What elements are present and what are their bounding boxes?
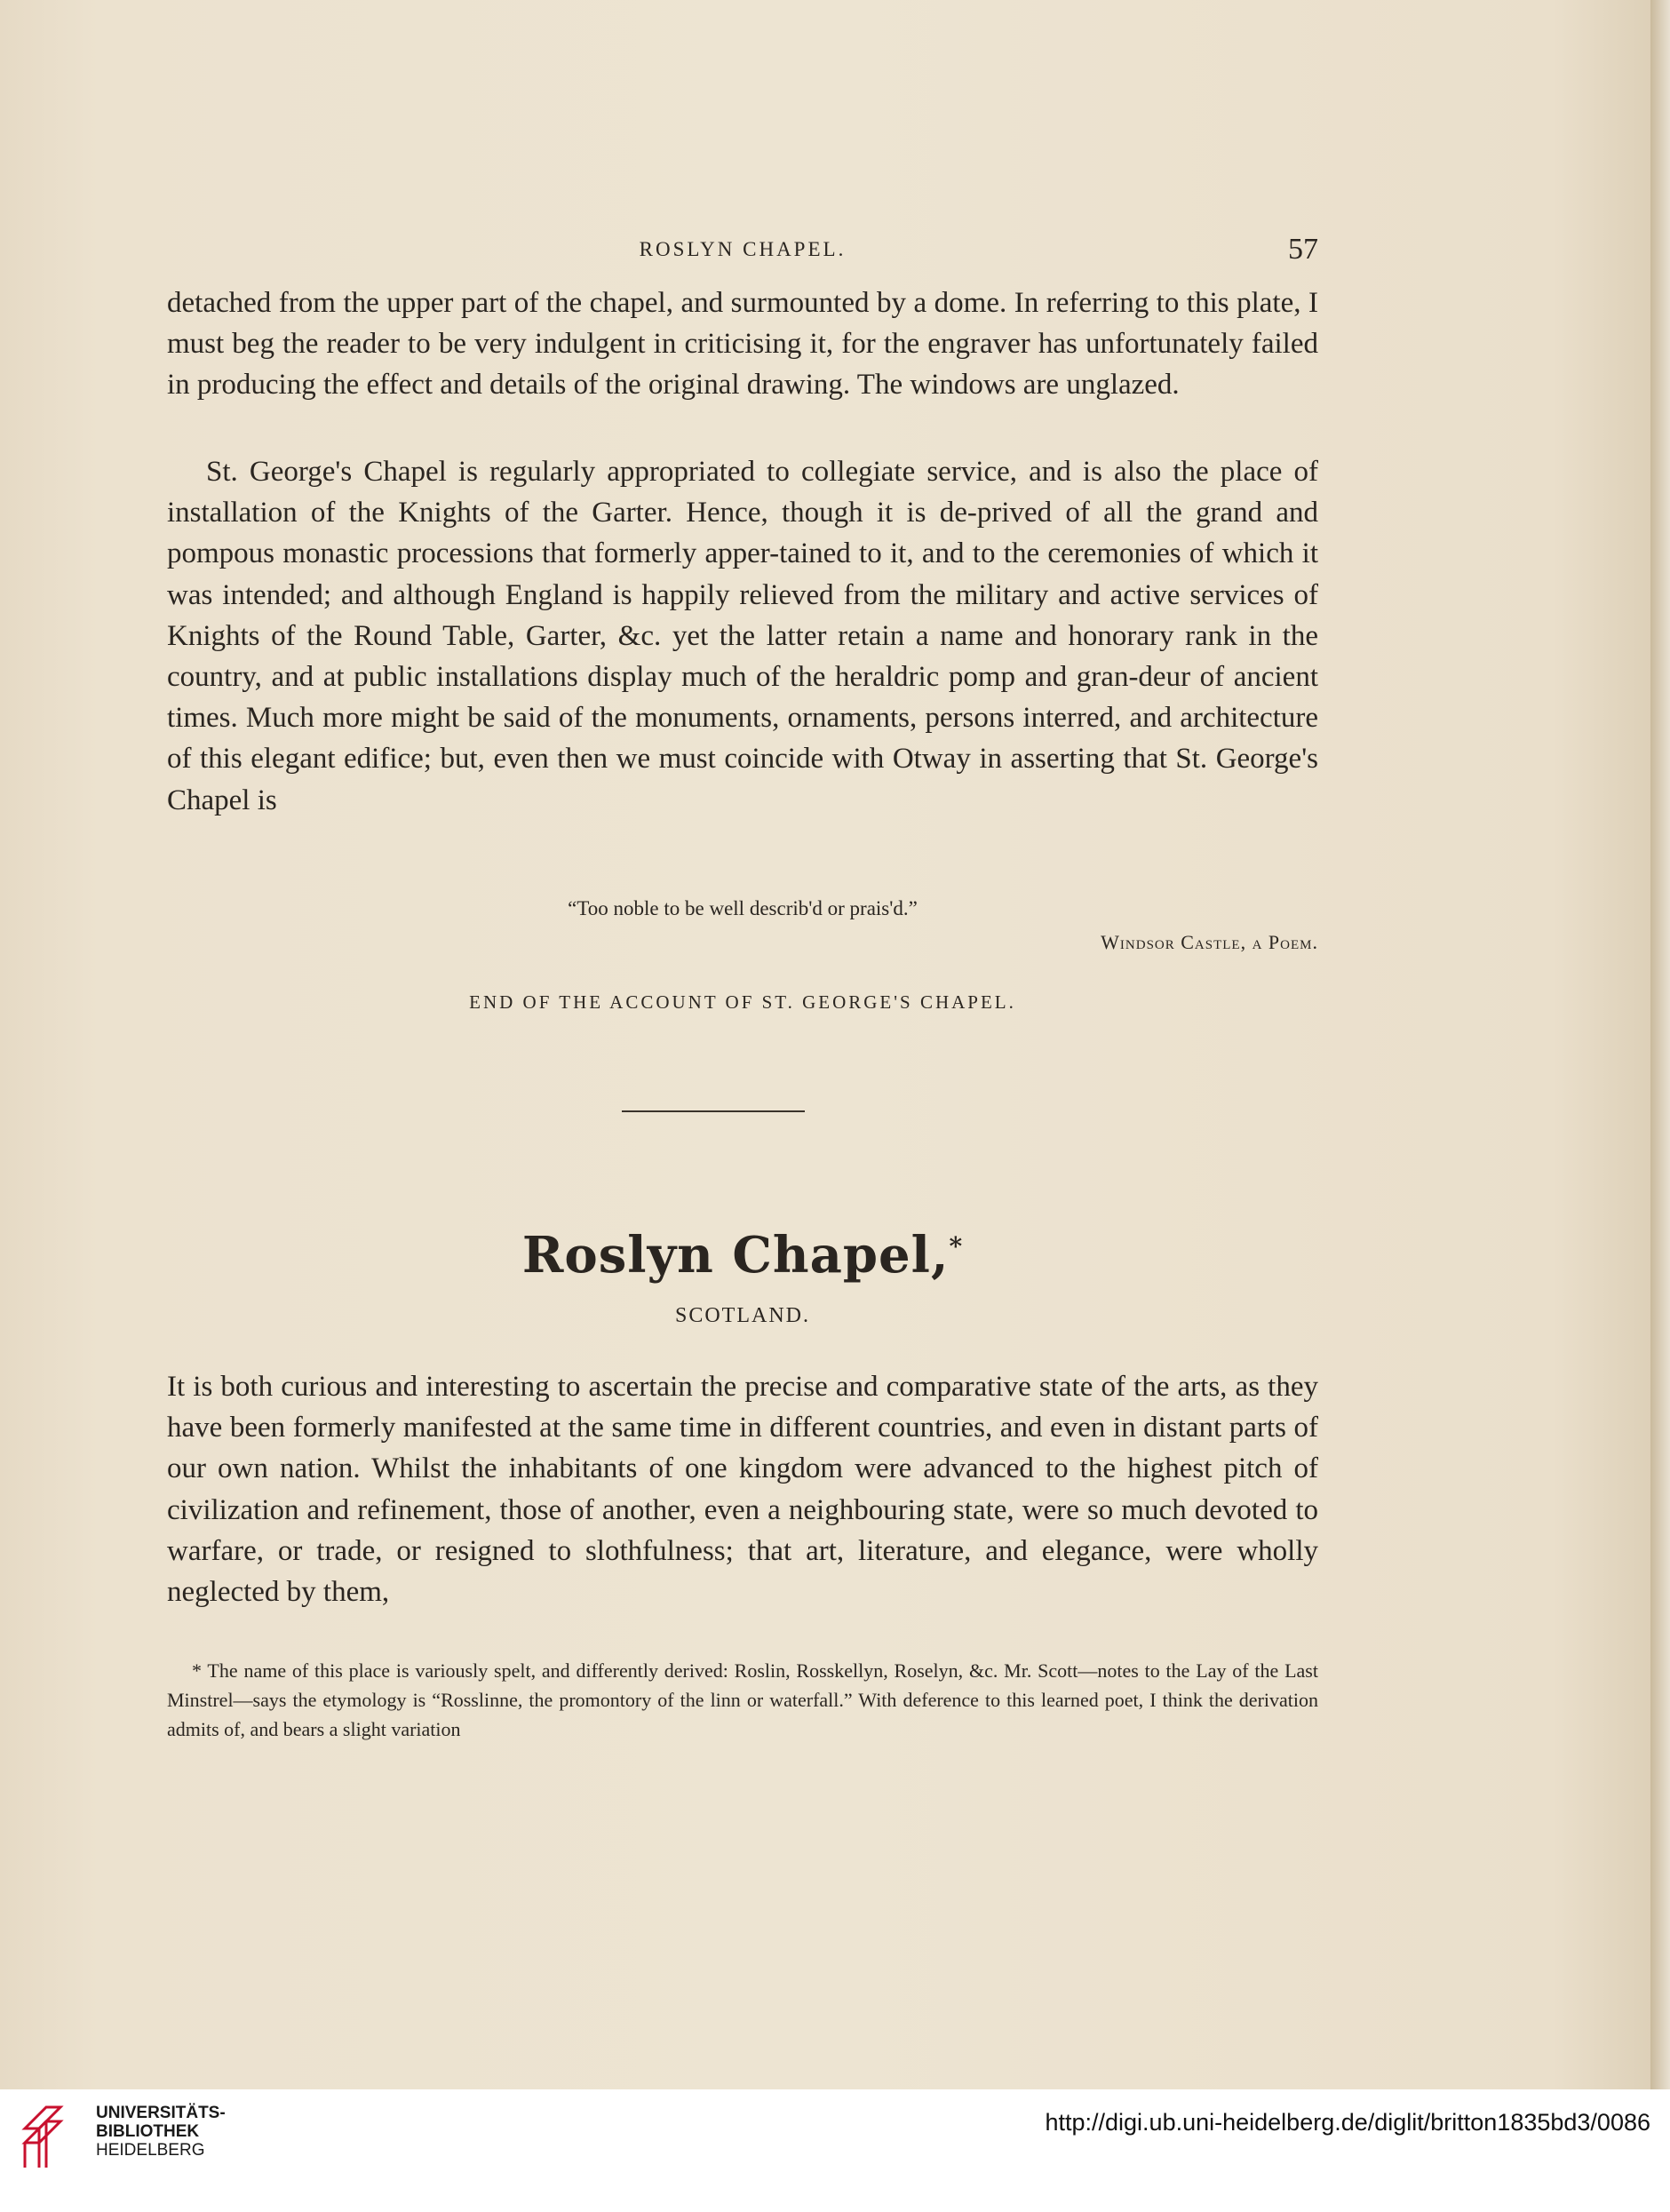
quote-source: Windsor Castle, a Poem. — [1101, 931, 1318, 953]
chapter-paragraph-1: It is both curious and interesting to ascertain the precise and comparative state of the arts, as they have been formerly manifested at the same time in different countries, and even in distant parts of our own nation. Whilst the inhabitants of one kingdom were advanced to the highest pitch of civilization and refinement, those of another, even a neighbouring state, were so much devoted to warfare, or trade, or resigned to slothfulness; that art, literature, and elegance, were wholly neglected by them, — [167, 1371, 1318, 1609]
section-end-line: END OF THE ACCOUNT OF ST. GEORGE'S CHAPEL. — [469, 991, 1016, 1013]
library-name-line-2: BIBLIOTHEK — [96, 2122, 200, 2141]
verse-quote: “Too noble to be well describ'd or prais'd.” — [568, 897, 918, 919]
library-name-line-1: UNIVERSITÄTS- — [96, 2104, 226, 2122]
chapter-title-text: Roslyn Chapel, — [521, 1226, 950, 1285]
footnote: * The name of this place is variously spelt, and differently derived: Roslin, Rosskellyn, Roselyn, &c. Mr. Scott—notes to the Lay of the Last Minstrel—says the etymology is “Rosslinne, the promontory of the linn or waterfall.” With deference to this learned poet, I think the derivation admits of, and bears a slight variation — [167, 1659, 1318, 1740]
library-logo-icon — [20, 2102, 91, 2173]
page-header — [167, 233, 1318, 272]
section-divider — [622, 1110, 805, 1112]
permalink-url[interactable]: http://digi.ub.uni-heidelberg.de/diglit/britton1835bd3/0086 — [1045, 2109, 1650, 2136]
library-name-line-3: HEIDELBERG — [96, 2141, 205, 2160]
running-title: ROSLYN CHAPEL. — [639, 238, 847, 260]
chapter-subtitle: SCOTLAND. — [674, 1304, 810, 1327]
page-number: 57 — [1288, 233, 1318, 266]
body-paragraph-1: detached from the upper part of the chapel, and surmounted by a dome. In referring to this plate, I must beg the reader to be very indulgent in criticising it, for the engraver has unfortunately failed in producing the effect and details of the original drawing. The windows are unglazed. — [167, 287, 1318, 402]
chapter-title — [167, 1226, 1318, 1285]
footnote-mark: * — [949, 1231, 964, 1261]
footer-bar — [0, 2089, 1670, 2212]
body-paragraph-2: St. George's Chapel is regularly appropriated to collegiate service, and is also the place of installation of the Knights of the Garter. Hence, though it is de-prived of all the grand and pompous monastic processions that formerly apper-tained to it, and to the ceremonies of which it was intended; and although England is happily relieved from the military and active services of Knights of the Round Table, Garter, &c. yet the latter retain a name and honorary rank in the country, and at public installations display much of the heraldric pomp and gran-deur of ancient times. Much more might be said of the monuments, ornaments, persons interred, and architecture of this elegant edifice; but, even then we must coincide with Otway in asserting that St. George's Chapel is — [167, 456, 1318, 816]
library-name — [96, 2104, 226, 2160]
page-edge — [1650, 0, 1670, 2089]
